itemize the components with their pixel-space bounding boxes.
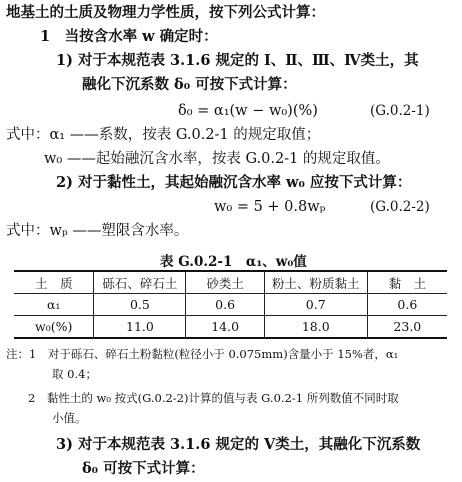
table-header-row — [14, 271, 447, 294]
note-1-cont: 取 0.4； — [52, 367, 97, 381]
note-2: 2 黏性土的 w₀ 按式(G.0.2-2)计算的值与表 G.0.2-1 所列数值不同时取 — [28, 391, 399, 405]
note-1: 注：1 对于砾石、碎石土粉黏粒(粒径小于 0.075mm)含量小于 15%者，α₁ — [6, 347, 399, 361]
note-2-cont: 小值。 — [52, 411, 87, 425]
table-cell: 0.6 — [367, 294, 447, 316]
formula-g021: δ₀ = α₁(w − w₀)(%) — [178, 103, 318, 119]
table-header-cell: 砂类土 — [186, 271, 264, 294]
table-cell: 14.0 — [186, 316, 264, 339]
table-caption: 表 G.0.2-1 α₁、w₀值 — [160, 254, 307, 270]
table-cell: 0.7 — [264, 294, 367, 316]
table-header-cell: 土 质 — [14, 271, 94, 294]
table-cell: 0.5 — [94, 294, 186, 316]
where-w0-line: w₀ ——起始融沉含水率，按表 G.0.2-1 的规定取值。 — [44, 151, 390, 167]
table-row — [14, 316, 447, 339]
item-1-3-line-cont: δ₀ 可按下式计算： — [82, 460, 205, 477]
table-cell: 18.0 — [264, 316, 367, 339]
table-header-cell: 粉土、粉质黏土 — [264, 271, 367, 294]
table-header-cell: 砾石、碎石土 — [94, 271, 186, 294]
formula-g022-number: (G.0.2-2) — [370, 199, 430, 215]
where-wp-line: 式中：wₚ ——塑限含水率。 — [6, 223, 189, 239]
table-cell: 0.6 — [186, 294, 264, 316]
item-1-1-line-cont: 融化下沉系数 δ₀ 可按下式计算： — [82, 76, 297, 93]
intro-line: 地基土的土质及物理力学性质，按下列公式计算： — [6, 4, 325, 21]
table-row — [14, 294, 447, 316]
formula-g022: w₀ = 5 + 0.8wₚ — [214, 199, 326, 215]
item-1-heading: 1 当按含水率 w 确定时： — [40, 28, 218, 45]
coefficient-table — [14, 270, 447, 339]
item-1-3-line: 3) 对于本规范表 3.1.6 规定的 Ⅴ类土，其融化下沉系数 — [56, 436, 421, 453]
table-cell: α₁ — [14, 294, 94, 316]
table-header-cell: 黏 土 — [367, 271, 447, 294]
table-cell: 23.0 — [367, 316, 447, 339]
where-alpha-line: 式中：α₁ ——系数，按表 G.0.2-1 的规定取值； — [6, 127, 321, 143]
item-1-2-line: 2) 对于黏性土，其起始融沉含水率 w₀ 应按下式计算： — [56, 174, 412, 191]
table-cell: w₀(%) — [14, 316, 94, 339]
formula-g021-number: (G.0.2-1) — [370, 103, 430, 119]
item-1-1-line: 1) 对于本规范表 3.1.6 规定的 Ⅰ、Ⅱ、Ⅲ、Ⅳ类土，其 — [56, 52, 419, 69]
table-cell: 11.0 — [94, 316, 186, 339]
